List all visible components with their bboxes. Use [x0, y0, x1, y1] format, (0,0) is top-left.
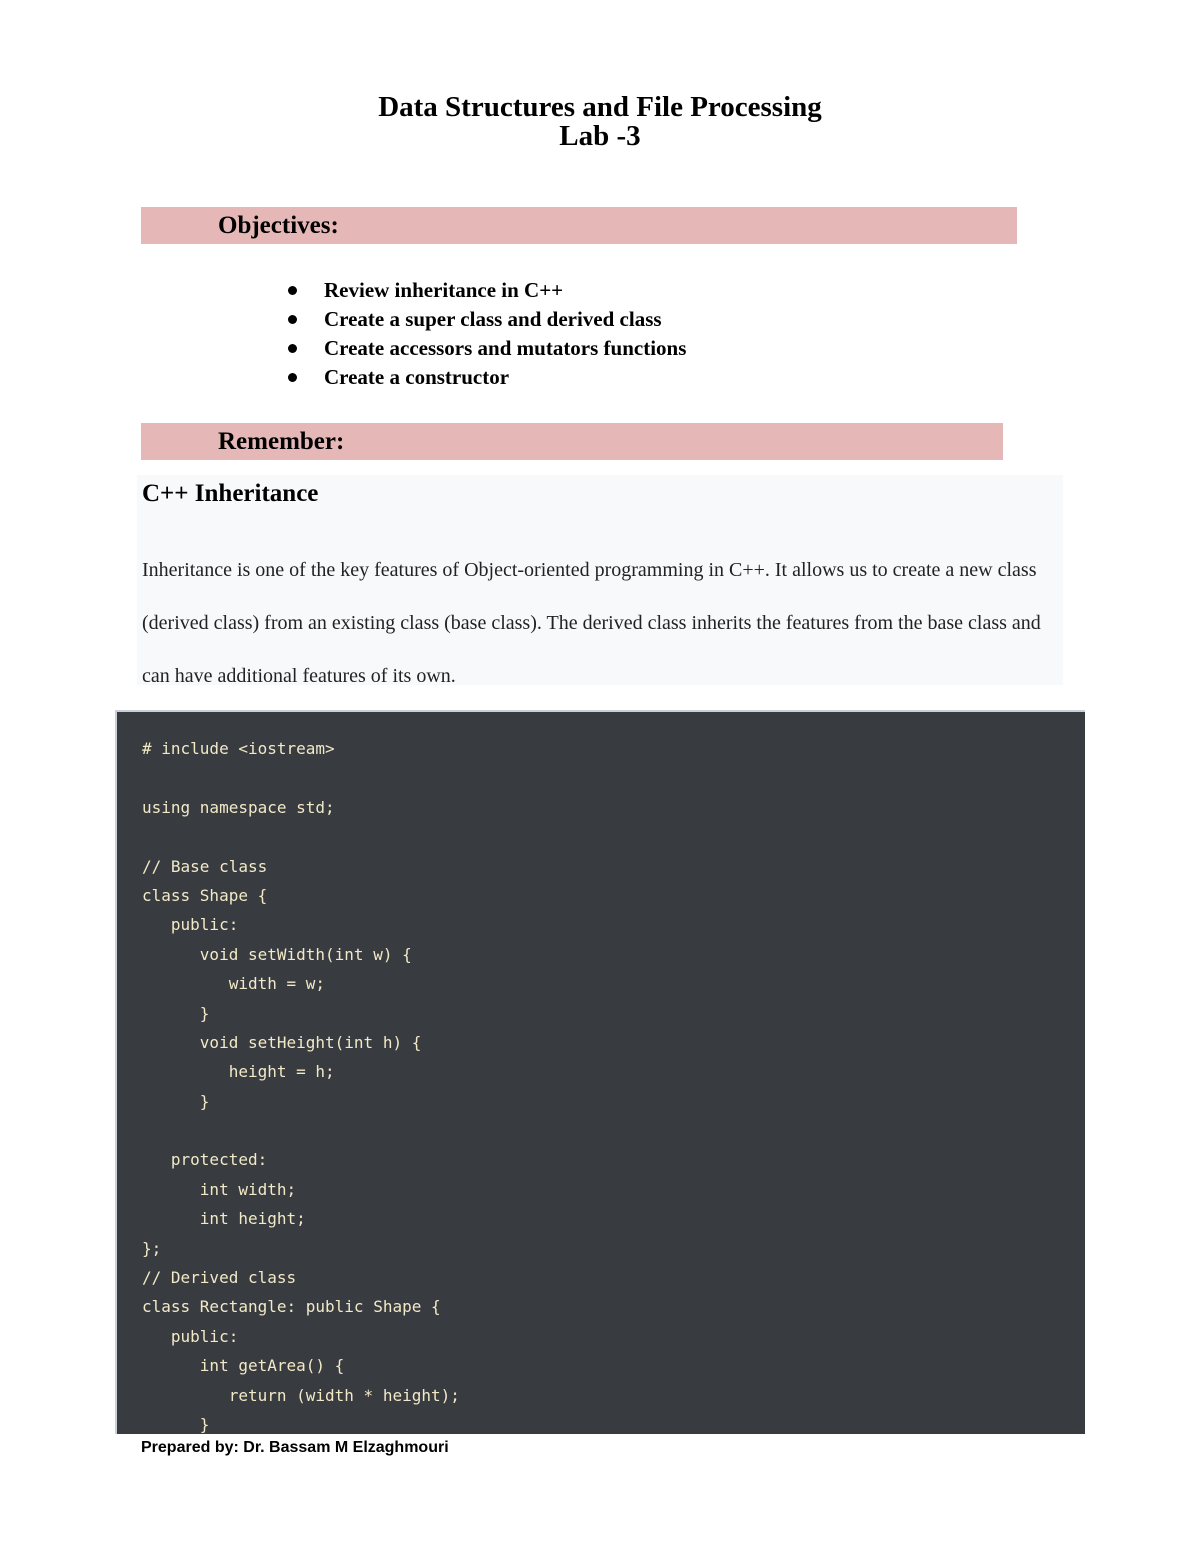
code-line: # include <iostream> [142, 739, 335, 758]
code-line: } [142, 1414, 210, 1434]
code-line: } [142, 1003, 210, 1023]
code-lines [142, 734, 460, 1434]
bullet-icon [288, 344, 297, 353]
code-line: public: [142, 1326, 239, 1346]
code-line: } [142, 1091, 210, 1111]
code-line [142, 1116, 460, 1145]
objective-item: Create a constructor [286, 363, 686, 392]
code-line: width = w; [142, 974, 326, 994]
lab-number: Lab -3 [559, 120, 641, 152]
code-line: using namespace std; [142, 797, 335, 817]
bullet-icon [288, 373, 297, 382]
author-footer: Prepared by: Dr. Bassam M Elzaghmouri [141, 1439, 449, 1456]
code-line: // Derived class [142, 1268, 297, 1288]
code-line: int height; [142, 1209, 306, 1229]
code-line: }; [142, 1238, 162, 1258]
bullet-icon [288, 315, 297, 324]
code-line: void setHeight(int h) { [142, 1032, 422, 1052]
inheritance-paragraph: Inheritance is one of the key features of Object-oriented programming in C++. It allows us to create a new class (derived class) from an existing class (base class). The derived class inherits the features from the base class and can have additional features of its own. [142, 559, 1041, 687]
code-line: int width; [142, 1179, 297, 1199]
code-line: public: [142, 915, 239, 935]
code-line [142, 763, 460, 792]
objective-item: Create a super class and derived class [286, 305, 686, 334]
objectives-heading: Objectives: [141, 207, 1017, 244]
code-line: height = h; [142, 1062, 335, 1082]
objective-item: Create accessors and mutators functions [286, 334, 686, 363]
code-line: // Base class [142, 856, 268, 876]
bullet-icon [288, 286, 297, 295]
code-line [142, 822, 460, 851]
code-line: class Shape { [142, 885, 268, 905]
code-line: protected: [142, 1150, 268, 1170]
code-line: return (width * height); [142, 1385, 460, 1405]
code-line: int getArea() { [142, 1356, 345, 1376]
code-line: void setWidth(int w) { [142, 944, 412, 964]
code-block [115, 710, 1085, 1434]
remember-heading: Remember: [141, 423, 1003, 460]
objective-item: Review inheritance in C++ [286, 276, 686, 305]
inheritance-heading: C++ Inheritance [142, 480, 319, 507]
document-title: Data Structures and File Processing [378, 91, 822, 123]
code-line: class Rectangle: public Shape { [142, 1297, 441, 1317]
objectives-list [286, 276, 686, 392]
